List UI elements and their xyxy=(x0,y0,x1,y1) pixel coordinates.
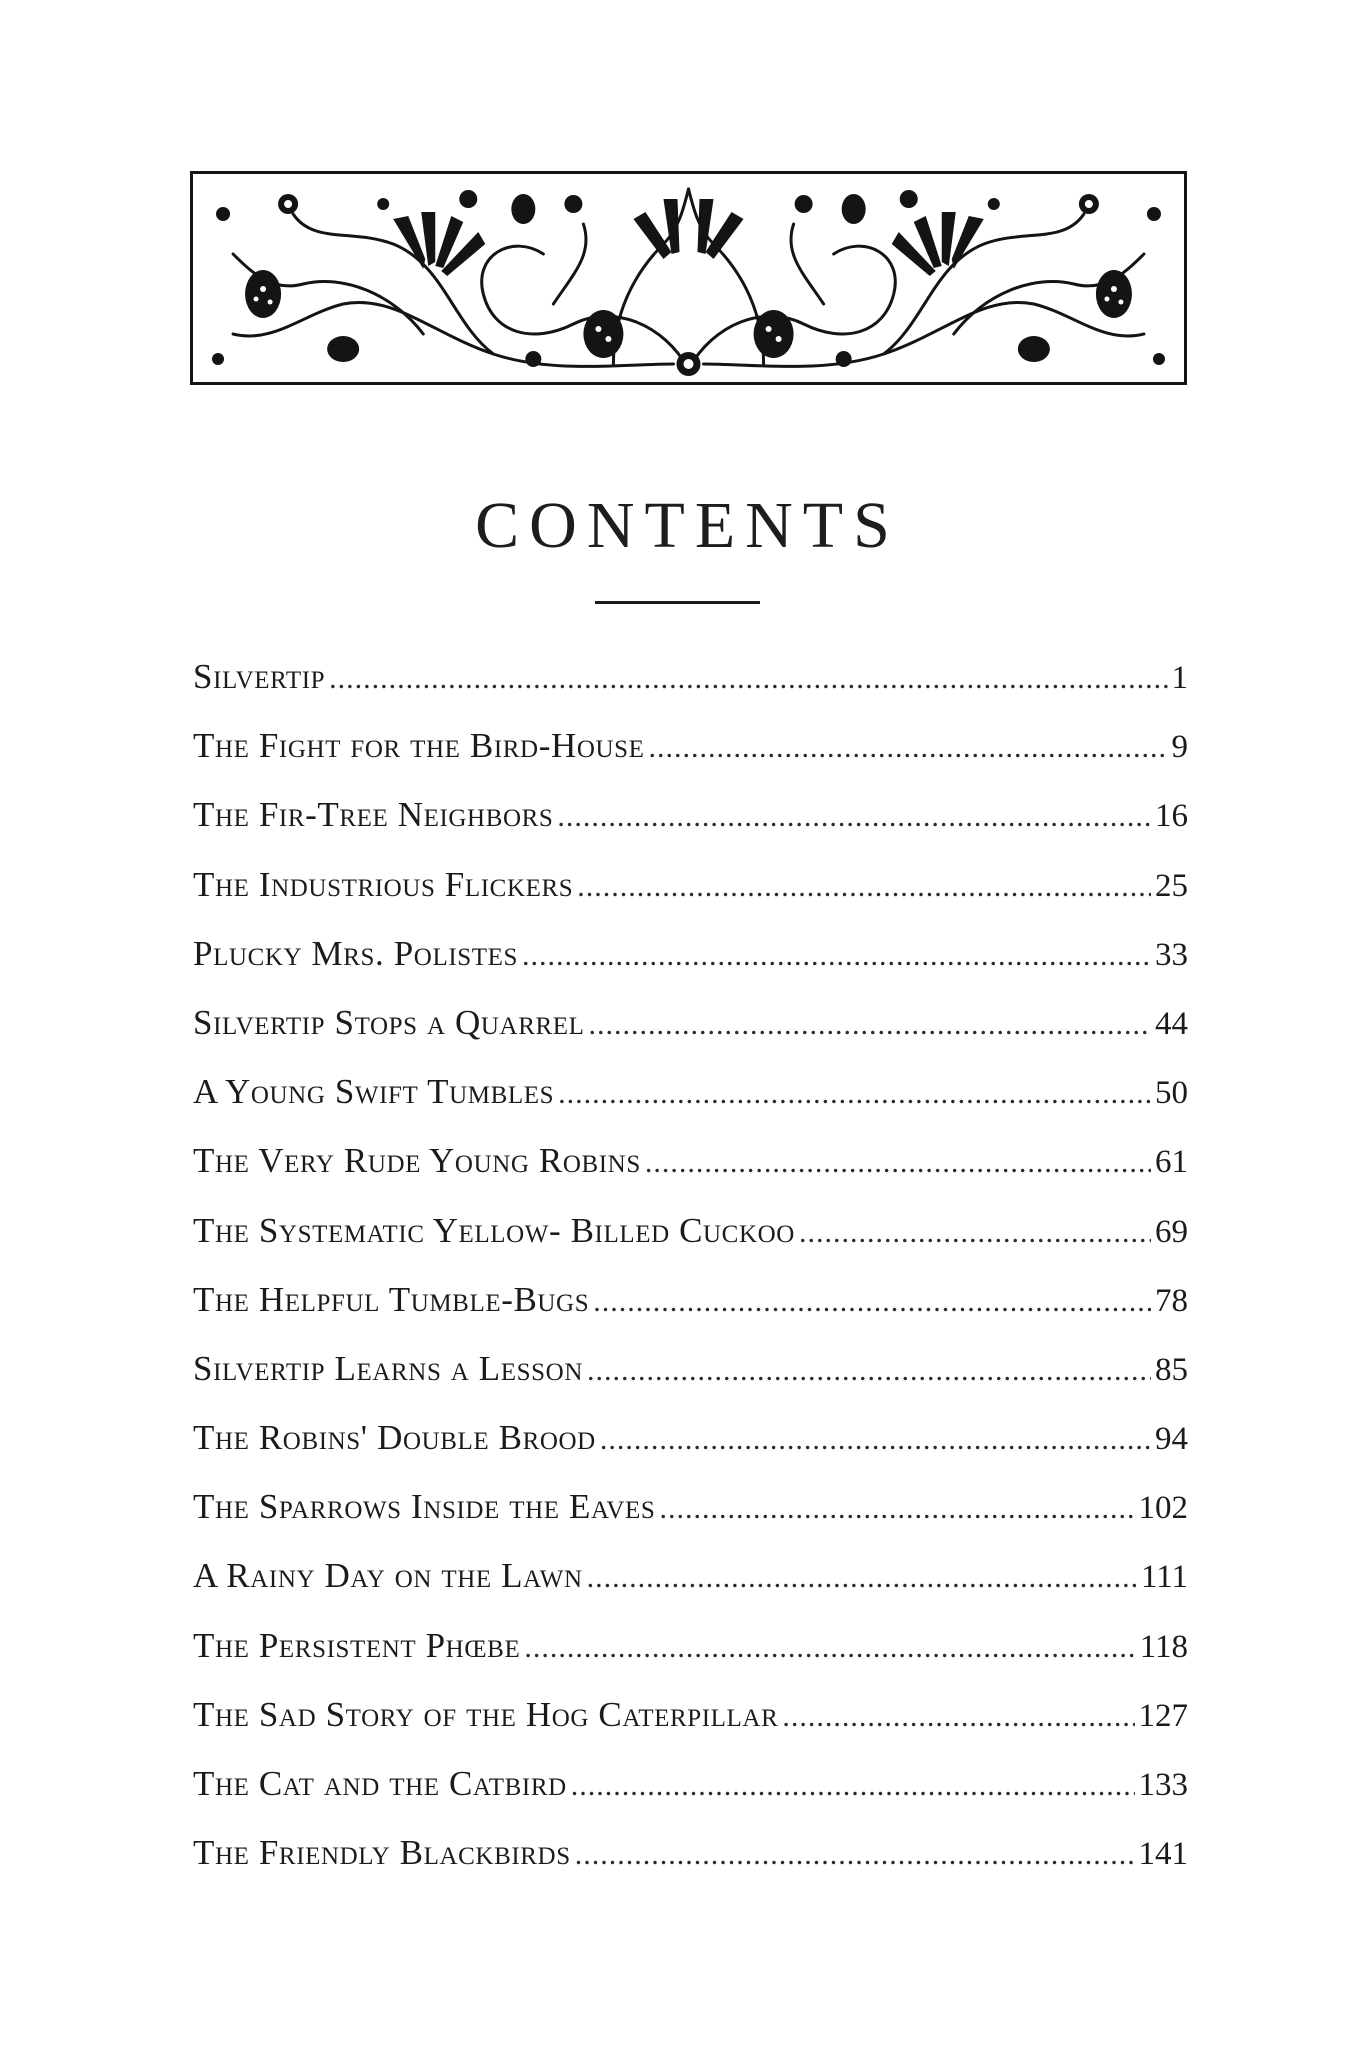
toc-entry-title: The Helpful Tumble-Bugs xyxy=(193,1279,590,1319)
dot-leader xyxy=(589,1001,1152,1049)
toc-entry-title: The Fight for the Bird-House xyxy=(193,726,645,766)
dot-leader xyxy=(645,1139,1151,1187)
page-title: CONTENTS xyxy=(475,489,900,562)
toc-entry-page: 69 xyxy=(1155,1213,1188,1250)
toc-entry-page: 61 xyxy=(1155,1144,1188,1181)
toc-entry-page: 102 xyxy=(1138,1490,1188,1527)
toc-entry-title: The Cat and the Catbird xyxy=(193,1764,567,1803)
toc-entry[interactable] xyxy=(193,653,1188,722)
toc-entry[interactable] xyxy=(193,861,1188,930)
toc-entry-page: 111 xyxy=(1140,1559,1188,1596)
dot-leader xyxy=(558,1070,1151,1118)
toc-entry-title: The Robins' Double Brood xyxy=(193,1418,596,1458)
toc-entry-page: 9 xyxy=(1171,729,1188,766)
toc-entry[interactable] xyxy=(193,1414,1188,1483)
toc-entry-title: The Sparrows Inside the Eaves xyxy=(193,1487,656,1527)
toc-entry-page: 127 xyxy=(1138,1697,1188,1734)
dot-leader xyxy=(649,724,1168,772)
toc-entry-title: Silvertip Learns a Lesson xyxy=(193,1348,583,1388)
toc-entry-page: 50 xyxy=(1155,1075,1188,1112)
toc-entry[interactable] xyxy=(193,1622,1188,1691)
dot-leader xyxy=(593,1278,1151,1326)
toc-entry-title: The Very Rude Young Robins xyxy=(193,1141,641,1181)
toc-entry[interactable] xyxy=(193,1276,1188,1345)
toc-entry-title: The Fir-Tree Neighbors xyxy=(193,795,554,835)
toc-entry-title: The Persistent Phœbe xyxy=(193,1625,521,1665)
toc-entry[interactable] xyxy=(193,1137,1188,1206)
toc-entry-title: Silvertip Stops a Quarrel xyxy=(193,1002,585,1042)
toc-entry-title: A Rainy Day on the Lawn xyxy=(193,1556,583,1596)
toc-entry-title: Silvertip xyxy=(193,657,326,696)
dot-leader xyxy=(587,1554,1137,1602)
toc-entry-title: Plucky Mrs. Polistes xyxy=(193,933,518,973)
toc-entry-page: 78 xyxy=(1155,1282,1188,1319)
toc-entry[interactable] xyxy=(193,1760,1188,1829)
dot-leader xyxy=(577,863,1151,911)
dot-leader xyxy=(587,1347,1151,1395)
toc-entry-title: The Systematic Yellow- Billed Cuckoo xyxy=(193,1210,795,1250)
toc-entry-page: 16 xyxy=(1155,798,1188,835)
toc-entry[interactable] xyxy=(193,1207,1188,1276)
toc-entry[interactable] xyxy=(193,1691,1188,1760)
dot-leader xyxy=(524,1624,1135,1672)
toc-entry[interactable] xyxy=(193,1829,1188,1898)
dot-leader xyxy=(571,1762,1135,1810)
toc-entry[interactable] xyxy=(193,930,1188,999)
toc-entry-page: 133 xyxy=(1138,1767,1188,1803)
toc-entry-title: A Young Swift Tumbles xyxy=(193,1072,555,1112)
toc-entry-title: The Friendly Blackbirds xyxy=(193,1833,571,1873)
toc-entry[interactable] xyxy=(193,791,1188,860)
toc-entry-page: 94 xyxy=(1155,1421,1188,1458)
toc-entry[interactable] xyxy=(193,999,1188,1068)
toc-entry[interactable] xyxy=(193,722,1188,791)
dot-leader xyxy=(782,1693,1134,1741)
toc-entry-title: The Sad Story of the Hog Caterpillar xyxy=(193,1694,779,1734)
title-divider xyxy=(595,601,760,604)
dot-leader xyxy=(659,1485,1134,1533)
toc-entry-title: The Industrious Flickers xyxy=(193,864,574,904)
toc-entry[interactable] xyxy=(193,1483,1188,1552)
toc-entry[interactable] xyxy=(193,1068,1188,1137)
toc-entry-page: 1 xyxy=(1171,660,1188,696)
toc-entry-page: 25 xyxy=(1155,867,1188,904)
dot-leader xyxy=(575,1831,1135,1879)
dot-leader xyxy=(522,932,1151,980)
toc-entry-page: 85 xyxy=(1155,1351,1188,1388)
toc-entry[interactable] xyxy=(193,1345,1188,1414)
dot-leader xyxy=(557,793,1151,841)
toc-entry-page: 141 xyxy=(1138,1836,1188,1873)
toc-entry[interactable] xyxy=(193,1552,1188,1621)
toc-entry-page: 118 xyxy=(1139,1628,1188,1665)
dot-leader xyxy=(600,1416,1151,1464)
toc-entry-page: 44 xyxy=(1155,1005,1188,1042)
floral-headpiece-icon xyxy=(190,171,1187,385)
table-of-contents xyxy=(193,653,1188,1898)
dot-leader xyxy=(329,655,1167,703)
toc-entry-page: 33 xyxy=(1155,936,1188,973)
dot-leader xyxy=(799,1209,1151,1257)
